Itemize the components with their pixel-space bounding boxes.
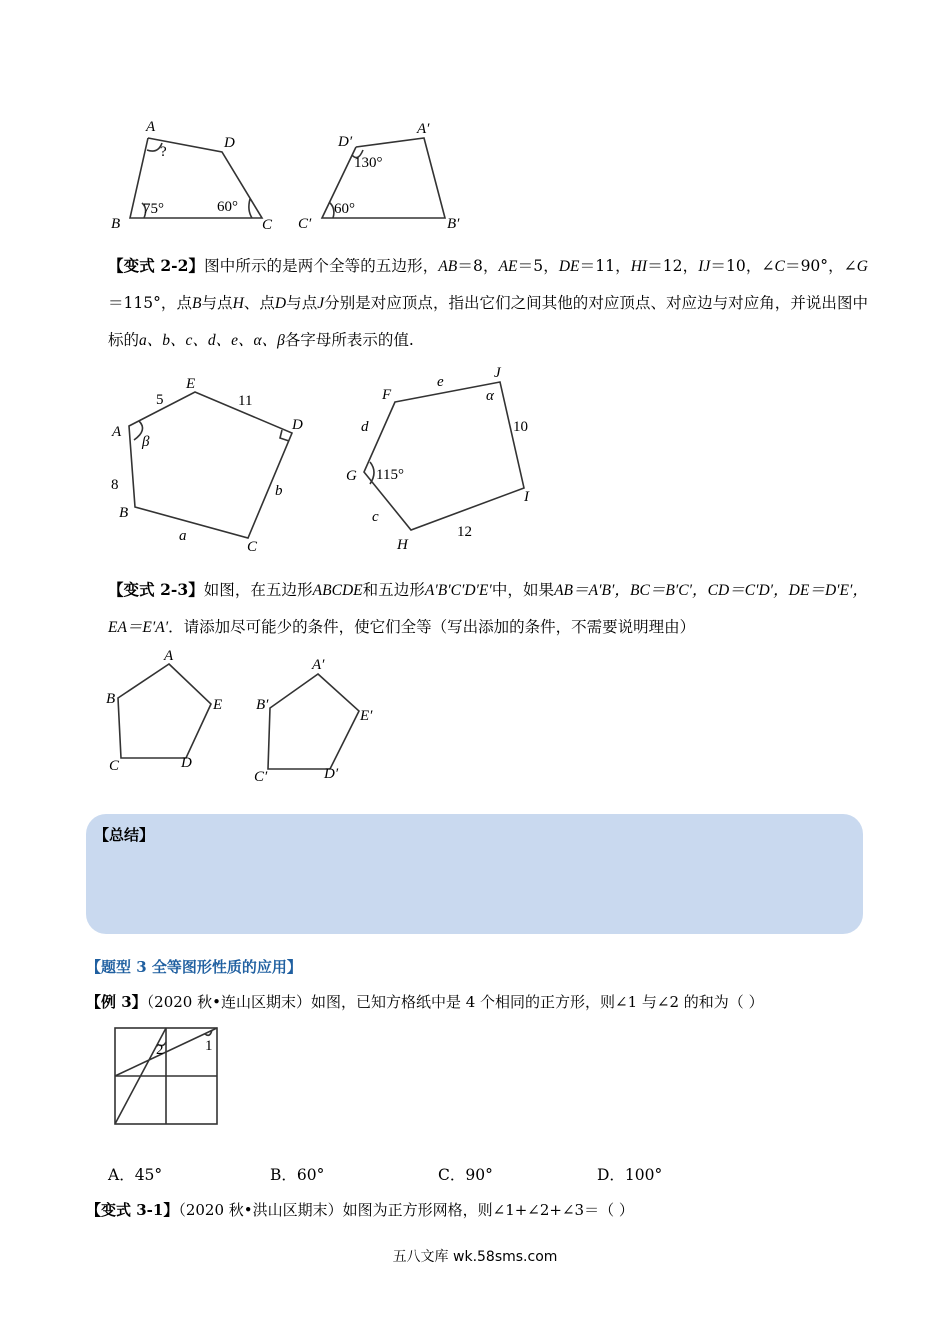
p-label-D: D <box>181 755 192 771</box>
label-a: A <box>146 119 156 135</box>
variant-3-1-text: 【变式 3-1】（2020 秋•洪山区期末）如图为正方形网格，则∠1+∠2+∠3＝（ ） <box>86 1201 634 1219</box>
topic-heading: 【题型 3 全等图形性质的应用】 <box>86 958 302 976</box>
side-hi: 12 <box>457 524 472 540</box>
angle-a-label: ? <box>160 144 167 160</box>
example-3-text: 【例 3】（2020 秋•连山区期末）如图，已知方格纸中是 4 个相同的正方形，则∠1 与∠2 的和为（ ） <box>86 993 764 1011</box>
variant-2-2-tag: 【变式 2-2】 <box>108 256 205 275</box>
p2-label-C: C′ <box>254 769 268 785</box>
p2-label-D: D′ <box>324 766 339 782</box>
figure-quadrilaterals <box>0 0 950 240</box>
angle-beta: β <box>142 434 150 450</box>
label-c2: C′ <box>298 216 312 232</box>
footer-watermark: 五八文库 wk.58sms.com <box>392 1249 558 1265</box>
option-d: D．100° <box>597 1166 663 1184</box>
angle-c2-label: 60° <box>334 201 355 217</box>
label-d: D <box>224 135 235 151</box>
angle-d2-label: 130° <box>354 155 383 171</box>
example-3-tag: 【例 3】 <box>86 993 147 1011</box>
label-b: B <box>111 216 121 232</box>
p-label-B: B <box>106 691 116 707</box>
angle-alpha: α <box>486 388 494 404</box>
side-gh: c <box>372 509 379 525</box>
side-cd: b <box>275 483 283 499</box>
angle-c-label: 60° <box>217 199 238 215</box>
option-c: C．90° <box>438 1166 493 1184</box>
side-fg: d <box>361 419 369 435</box>
pentagon-abcde <box>118 664 211 758</box>
side-ae: 5 <box>156 392 164 408</box>
label-a2: A′ <box>417 121 430 137</box>
label-b2: B′ <box>447 216 460 232</box>
p-label-C: C <box>109 758 120 774</box>
label-E: E <box>186 376 196 392</box>
option-a: A．45° <box>108 1166 163 1184</box>
label-d2: D′ <box>338 134 353 150</box>
variant-3-1-tag: 【变式 3-1】 <box>86 1201 179 1219</box>
angle-label-2: 2 <box>156 1042 164 1058</box>
side-ab: 8 <box>111 477 119 493</box>
figure-grid <box>0 1020 950 1140</box>
p2-label-B: B′ <box>256 697 269 713</box>
figure-regular-pentagons <box>0 640 950 800</box>
label-G: G <box>346 468 357 484</box>
label-B: B <box>119 505 129 521</box>
summary-box <box>86 814 863 934</box>
label-J: J <box>494 365 501 381</box>
p-label-A: A <box>164 648 174 664</box>
variant-2-3-text: 【变式 2-3】如图，在五边形ABCDE和五边形A′B′C′D′E′中，如果AB＝A′B′，BC＝B′C′，CD＝C′D′，DE＝D′E′，EA＝E′A′．请添加尽可能少的条件，使它们全等（写出添加的条件，不需要说明理由） <box>108 580 868 636</box>
pentagon-abcde-prime <box>268 674 359 769</box>
variant-2-3-tag: 【变式 2-3】 <box>108 580 204 599</box>
label-C: C <box>247 539 258 555</box>
pentagon-left <box>129 392 292 538</box>
pentagon-right <box>364 382 524 530</box>
side-bc: a <box>179 528 187 544</box>
summary-label: 【总结】 <box>94 826 155 844</box>
p2-label-A: A′ <box>312 657 325 673</box>
label-F: F <box>382 387 392 403</box>
variant-2-2-text: 【变式 2-2】图中所示的是两个全等的五边形，AB＝8，AE＝5，DE＝11，HI＝12，IJ＝10，∠C＝90°，∠G＝115°，点B与点H、点D与点J分别是对应顶点，指出它们之间其他的对应顶点、对应边与对应角，并说出图中标的a、b、c、d、e、α、β各字母所表示的值. <box>108 256 868 349</box>
label-H: H <box>397 537 408 553</box>
angle-label-1: 1 <box>205 1038 213 1054</box>
label-D: D <box>292 417 303 433</box>
angle-g-label: 115° <box>376 467 404 483</box>
angle-b-label: 75° <box>143 201 164 217</box>
side-fj: e <box>437 374 444 390</box>
label-I: I <box>524 489 529 505</box>
p2-label-E: E′ <box>360 708 373 724</box>
label-A: A <box>112 424 122 440</box>
figure-pentagons <box>0 360 950 560</box>
p-label-E: E <box>213 697 223 713</box>
option-b: B．60° <box>270 1166 325 1184</box>
label-c: C <box>262 217 273 233</box>
side-ij: 10 <box>513 419 528 435</box>
side-ed: 11 <box>238 393 253 409</box>
